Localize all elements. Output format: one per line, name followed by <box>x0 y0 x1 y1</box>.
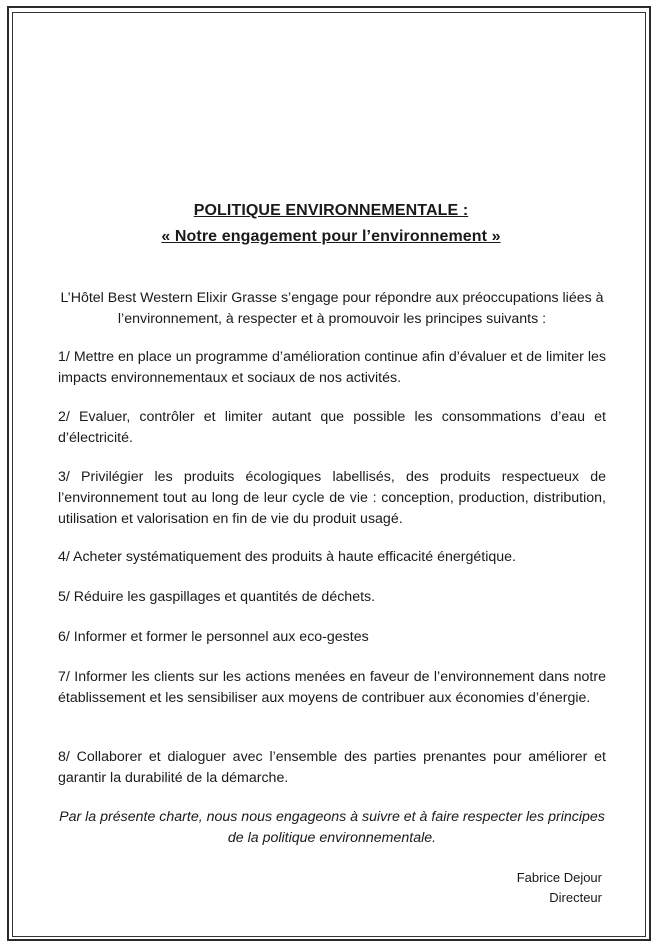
document-title: POLITIQUE ENVIRONNEMENTALE : <box>193 202 469 219</box>
principle-item-8: 8/ Collaborer et dialoguer avec l’ensemble des parties prenantes pour améliorer et garantir la durabilité de la démarche. <box>58 749 606 786</box>
intro-paragraph: L’Hôtel Best Western Elixir Grasse s’engage pour répondre aux préoccupations liées à l’environnement, à respecter et à promouvoir les principes suivants : <box>60 290 604 327</box>
document-subtitle: « Notre engagement pour l’environnement » <box>161 228 501 245</box>
charter-statement: Par la présente charte, nous nous engageons à suivre et à faire respecter les principes de la politique environnementale. <box>59 809 605 846</box>
principle-item-3: 3/ Privilégier les produits écologiques labellisés, des produits respectueux de l’environnement tout au long de leur cycle de vie : conception, production, distribution, utilisation et valorisation en fin de vie du produit usagé. <box>58 469 606 527</box>
principle-item-5: 5/ Réduire les gaspillages et quantités de déchets. <box>58 589 376 605</box>
principle-item-6: 6/ Informer et former le personnel aux eco-gestes <box>58 629 369 645</box>
principle-item-1: 1/ Mettre en place un programme d’amélioration continue afin d’évaluer et de limiter les impacts environnementaux et sociaux de nos activités. <box>58 349 606 386</box>
signatory-name: Fabrice Dejour <box>516 870 602 885</box>
principle-item-7: 7/ Informer les clients sur les actions menées en faveur de l’environnement dans notre établissement et les sensibiliser aux moyens de contribuer aux économies d’énergie. <box>58 669 606 706</box>
principle-item-4: 4/ Acheter systématiquement des produits à haute efficacité énergétique. <box>58 549 516 565</box>
principle-item-2: 2/ Evaluer, contrôler et limiter autant que possible les consommations d’eau et d’électricité. <box>58 409 606 446</box>
signatory-role: Directeur <box>549 890 602 905</box>
